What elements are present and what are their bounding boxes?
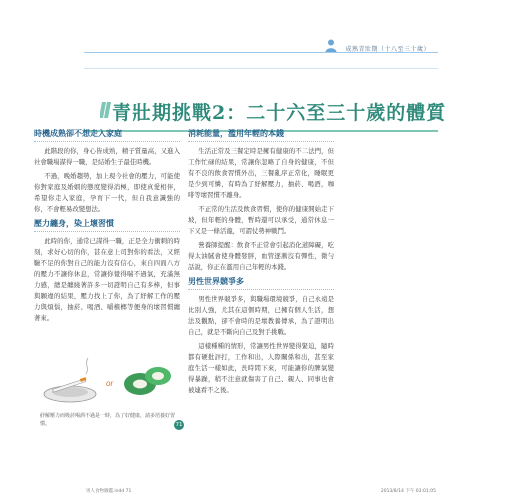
page-title: 青壯期挑戰2：二十六至三十歲的體質: [112, 102, 447, 124]
section-tag: 成熟青壯期（十八至三十歲）: [345, 46, 430, 53]
paragraph: 不過，晚婚趨勢，加上現今社會的壓力，可能使你對家庭及婚姻的態度變得消極，即使真愛相伴，希望你走入家庭，孕育下一代，但自我意識強的你，不會輕易改變想法。: [34, 172, 180, 213]
person-icon: [324, 38, 338, 52]
paragraph: 不正常的生活及飲食習慣，使你的健康開始走下坡，但年輕的身體，暫時還可以承受，通常休息一下又是一條活龍，可謂仗勢神戰鬥。: [188, 205, 334, 235]
left-column: [34, 126, 180, 327]
ashtray-cigarette-icon: [44, 358, 96, 402]
right-section-1-heading: 消耗能量，濫用年輕的本錢: [188, 128, 334, 142]
paragraph: 生活正常及三餐定時是擁有健康的不二法門，但工作忙碌的結果，常讓你忽略了自身的健康，不但有不良的飲食習慣外出，三餐亂序正常化，睡眠更是少到可憐，有時為了紓解壓力，抽菸、喝酒，咖啡等壞習慣不離身。: [188, 147, 334, 199]
right-section-2-heading: 男性世界競爭多: [188, 276, 334, 290]
title-accent-icon: [100, 101, 112, 119]
paragraph: 此階段的你，身心皆成熟，精子質量高，又進入社會職場謀得一職，是結婚生子最佳時機。: [34, 147, 180, 166]
page-number: 71: [175, 422, 183, 428]
paragraph: 這樣種種的情形，常讓男性世界變得緊迫，隨時都有硬批評打，工作和出，人際關係和出，甚至家庭生活一樣如此，長時間下來，可能讓你的脾氣變得暴躁，稍不注意就傷害了自己、親人、同事也會被連看不之後。: [188, 342, 334, 394]
right-column: [188, 126, 334, 399]
left-section-1-heading: 時機成熟卻不想走入家庭: [34, 128, 180, 142]
illustration-caption: 紓解壓力而吸菸喝酒不過是一時，為了好健康，請多培養好習慣。: [40, 413, 176, 427]
illustration: [40, 354, 180, 404]
header-rule-secondary: [84, 68, 438, 69]
footer-timestamp: 2013/8/14 下午 03:01:05: [380, 489, 436, 494]
title-block: [112, 98, 447, 124]
or-label: or: [106, 379, 114, 388]
paragraph: 此時的你，通常已謀得一職，正是全力衝刺的時刻，求好心切的你，甚在意上司對你的看法，又經驗不足的你對自己的能力沒有信心，來自四面八方的壓力不讓你休息，常讓你覺得喘不過氣，充滿無力感，總是纏繞著許多一切證明自己有多棒，但事與願違的結果，壓力找上了你，為了紓解工作的壓力與煩惱，抽菸、喝酒、嚼檳榔等便身的壞習慣纏著來。: [34, 237, 180, 322]
footer-file: 男人食物圖鑑.indd 71: [86, 489, 132, 494]
paragraph: 男性世界競爭多，與職場環境競爭，自己永遠是比別人強，尤其在這個時期，已擁有個人生活，想法及觀點，卻不會時的是壞教養傳承，為了證明出自己，就是不斷向自己及對手挑戰。: [188, 295, 334, 336]
left-section-2-heading: 壓力纏身，染上壞習慣: [34, 218, 180, 232]
paragraph: 營養師提醒：飲食不正常會引起消化道障礙，吃得太油膩會使身體發胖，血管逐漸沒有彈性，微勻話說，你正在濫用自己年輕的本錢。: [188, 241, 334, 271]
betel-nut-icon: [124, 367, 171, 395]
